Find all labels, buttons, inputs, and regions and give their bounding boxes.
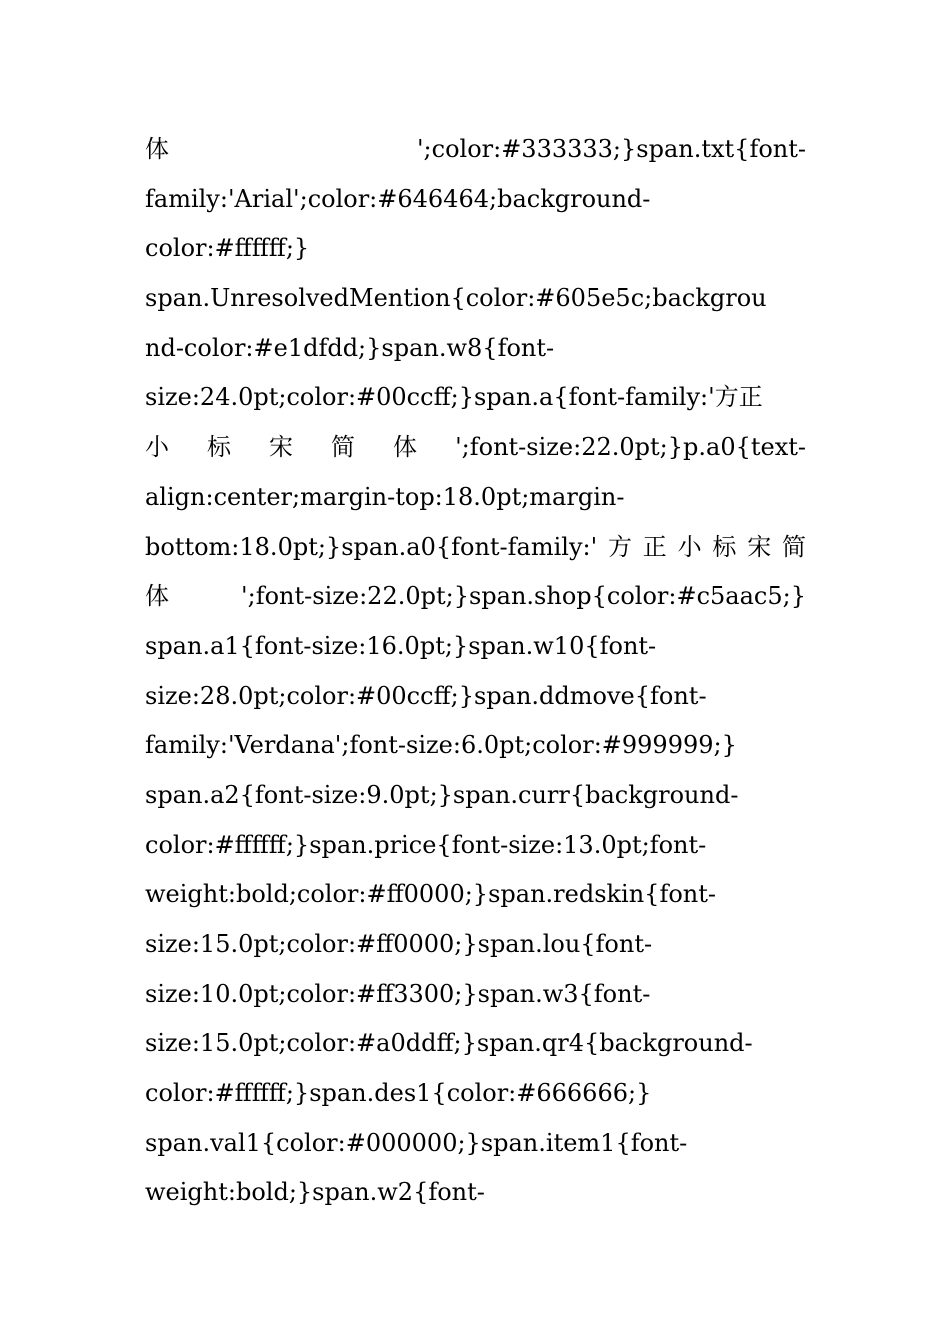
text-line: nd-color:#e1dfdd;}span.w8{font- xyxy=(145,333,555,362)
text-line: size:15.0pt;color:#a0ddff;}span.qr4{background- xyxy=(145,1029,753,1058)
text-line: span.a2{font-size:9.0pt;}span.curr{background- xyxy=(145,780,739,809)
text-line: size:15.0pt;color:#ff0000;}span.lou{font- xyxy=(145,930,653,958)
text-line: span.a1{font-size:16.0pt;}span.w10{font- xyxy=(145,631,657,660)
text-line: 小 标 宋 简 体 ';font-size:22.0pt;}p.a0{text- xyxy=(145,433,806,462)
text-line: 体 ';color:#333333;}span.txt{font- xyxy=(145,135,806,163)
text-line: family:'Verdana';font-size:6.0pt;color:#999999;} xyxy=(145,731,737,760)
text-line: color:#ffffff;}span.price{font-size:13.0pt;font- xyxy=(145,830,707,859)
text-line: bottom:18.0pt;}span.a0{font-family:'方正小标宋简 xyxy=(145,532,806,561)
text-line: color:#ffffff;} xyxy=(145,234,310,263)
text-line: span.val1{color:#000000;}span.item1{font- xyxy=(145,1128,688,1157)
text-line: align:center;margin-top:18.0pt;margin- xyxy=(145,482,625,511)
text-line: weight:bold;color:#ff0000;}span.redskin{font- xyxy=(145,880,716,909)
text-line: size:28.0pt;color:#00ccff;}span.ddmove{font- xyxy=(145,681,707,710)
text-line: weight:bold;}span.w2{font- xyxy=(145,1178,485,1207)
text-line: size:24.0pt;color:#00ccff;}span.a{font-family:'方正 xyxy=(145,383,763,412)
text-line: span.UnresolvedMention{color:#605e5c;backgrou xyxy=(145,284,767,313)
document-text-block xyxy=(145,125,806,1218)
text-line: 体 ';font-size:22.0pt;}span.shop{color:#c5aac5;} xyxy=(145,582,806,611)
text-line: family:'Arial';color:#646464;background- xyxy=(145,184,651,213)
text-line: color:#ffffff;}span.des1{color:#666666;} xyxy=(145,1079,652,1108)
text-line: size:10.0pt;color:#ff3300;}span.w3{font- xyxy=(145,979,651,1008)
